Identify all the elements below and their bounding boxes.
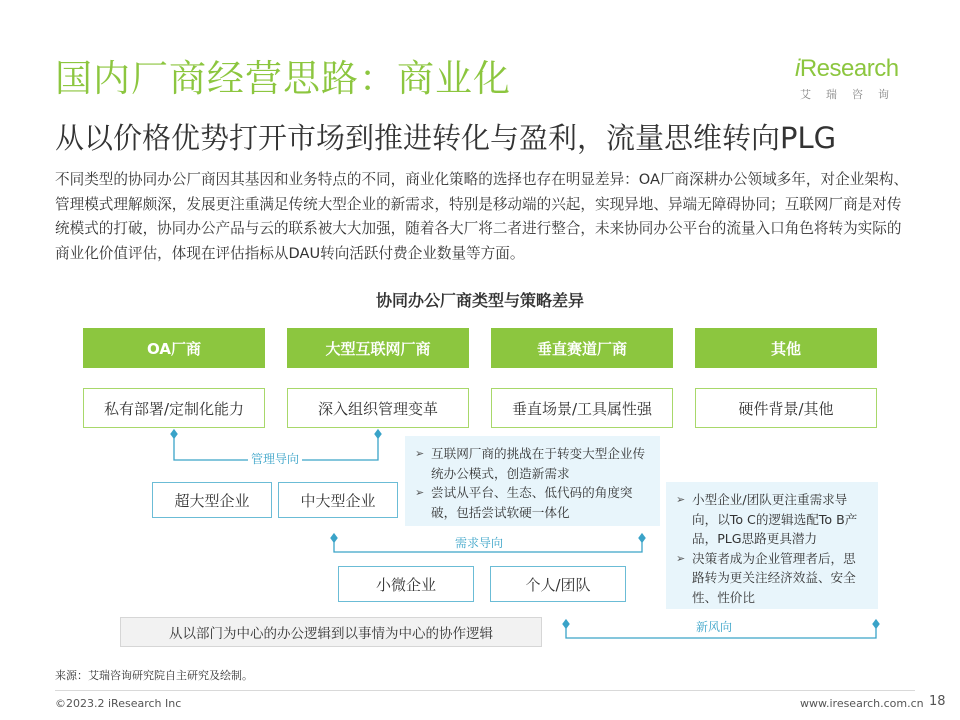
note-small-team-item: ➢ 小型企业/团队更注重需求导向，以To C的逻辑选配To B产品，PLG思路更具潜力 — [676, 492, 858, 546]
page-title: 国内厂商经营思路：商业化 — [55, 57, 511, 100]
footer-divider — [55, 690, 915, 691]
size-medium-enterprise: 中大型企业 — [278, 482, 398, 518]
feature-oa: 私有部署/定制化能力 — [83, 388, 265, 428]
category-other: 其他 — [695, 328, 877, 368]
feature-vertical: 垂直场景/工具属性强 — [491, 388, 673, 428]
size-large-enterprise: 超大型企业 — [152, 482, 272, 518]
conclusion-box: 从以部门为中心的办公逻辑到以事情为中心的协作逻辑 — [120, 617, 542, 647]
page-subtitle: 从以价格优势打开市场到推进转化与盈利，流量思维转向PLG — [55, 121, 837, 155]
note-internet-item: ➢ 尝试从平台、生态、低代码的角度突破，包括尝试软硬一体化 — [415, 485, 633, 520]
demand-label: 需求导向 — [452, 534, 506, 551]
category-vertical: 垂直赛道厂商 — [491, 328, 673, 368]
website-link[interactable]: www.iresearch.com.cn — [800, 697, 924, 710]
management-label: 管理导向 — [248, 450, 302, 467]
note-small-team — [666, 482, 878, 609]
size-small-enterprise: 小微企业 — [338, 566, 474, 602]
source-note: 来源：艾瑞咨询研究院自主研究及绘制。 — [55, 669, 253, 682]
feature-other: 硬件背景/其他 — [695, 388, 877, 428]
diagram-title: 协同办公厂商类型与策略差异 — [375, 291, 584, 310]
new-trend-label: 新风向 — [693, 618, 735, 635]
feature-internet: 深入组织管理变革 — [287, 388, 469, 428]
page-number: 18 — [929, 694, 946, 709]
intro-paragraph: 不同类型的协同办公厂商因其基因和业务特点的不同，商业化策略的选择也存在明显差异：OA厂商深耕办公领域多年，对企业架构、管理模式理解颇深，发展更注重满足传统大型企业的新需求，特别是移动端的兴起，实现异地、异端无障碍协同；互联网厂商是对传统模式的打破，协同办公产品与云的联系被大大加强，随着各大厂将二者进行整合，未来协同办公平台的流量入口角色将转为实际的商业化价值评估，体现在评估指标从DAU转向活跃付费企业数量等方面。 — [55, 171, 909, 262]
category-oa: OA厂商 — [83, 328, 265, 368]
category-internet: 大型互联网厂商 — [287, 328, 469, 368]
note-small-team-item: ➢ 决策者成为企业管理者后，思路转为更关注经济效益、安全性、性价比 — [676, 550, 856, 605]
iresearch-logo: iResearch — [795, 55, 899, 82]
note-internet — [405, 436, 660, 526]
note-internet-item: ➢ 互联网厂商的挑战在于转变大型企业传统办公模式，创造新需求 — [415, 446, 646, 481]
logo-chinese-name: 艾瑞咨询 — [800, 88, 904, 101]
copyright: ©2023.2 iResearch Inc — [55, 697, 182, 710]
size-team: 个人/团队 — [490, 566, 626, 602]
